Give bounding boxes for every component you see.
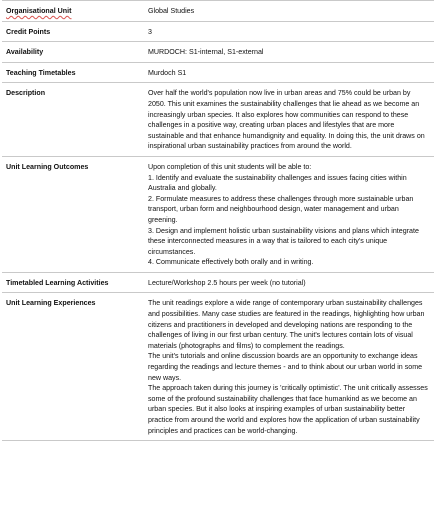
outcomes-intro: Upon completion of this unit students will be able to: — [148, 162, 312, 171]
outcome-item: 1. Identify and evaluate the sustainability challenges and issues facing cities within Australia and globally. — [148, 173, 407, 193]
row-label: Availability — [2, 42, 144, 63]
row-value: 3 — [144, 21, 434, 42]
row-label: Unit Learning Outcomes — [2, 156, 144, 272]
unit-details-table — [2, 0, 434, 441]
table-row — [2, 272, 434, 293]
table-row — [2, 293, 434, 441]
row-value: MURDOCH: S1-internal, S1-external — [144, 42, 434, 63]
row-value: Global Studies — [144, 1, 434, 22]
table-row — [2, 1, 434, 22]
table-row — [2, 21, 434, 42]
row-label — [2, 1, 144, 22]
outcome-item: 4. Communicate effectively both orally and in writing. — [148, 258, 314, 267]
outcome-item: 3. Design and implement holistic urban sustainability visions and plans which integrate these interconnected measures in a way that is tailored to each city's unique circumstances. — [148, 226, 419, 256]
table-row — [2, 156, 434, 272]
row-value: Over half the world's population now live in urban areas and 75% could be urban by 2050. This unit examines the sustainability challenges that lie ahead as we become an increasingly urban species. It also explores how communities can respond to these challenges in a positive way, creating urban places and lifestyles that are more sustainable and that enhance humandignity and equality. In doing this, the unit draws on inspirational urban sustainability practices from around the world. — [144, 83, 434, 157]
row-value: Lecture/Workshop 2.5 hours per week (no tutorial) — [144, 272, 434, 293]
experience-paragraph: The unit readings explore a wide range of contemporary urban sustainability challenges and possibilities. Many case studies are featured in the readings, highlighting how urban citizens and practitioners in developed and developing nations are responding to the challenges of living in our first urban century. The unit's lectures contain lots of visual materials (photographs and films) to complement the readings. — [148, 299, 425, 350]
row-label: Teaching Timetables — [2, 62, 144, 83]
table-row — [2, 62, 434, 83]
experience-paragraph: The unit's tutorials and online discussion boards are an opportunity to exchange ideas regarding the readings and lecture themes - and to think about our urban world in some new ways. — [148, 352, 423, 382]
table-row — [2, 83, 434, 157]
row-label: Credit Points — [2, 21, 144, 42]
row-label: Description — [2, 83, 144, 157]
organisational-unit-label: Organisational Unit — [6, 7, 72, 15]
experience-paragraph: The approach taken during this journey is 'critically optimistic'. The unit critically assesses some of the profound sustainability challenges that face humankind as we become an urban species. But it also looks at inspiring examples of urban sustainability better practice from around the world and explores how the application of urban sustainability principles and practices can be world-changing. — [148, 384, 428, 435]
row-value — [144, 293, 434, 441]
row-value — [144, 156, 434, 272]
outcome-item: 2. Formulate measures to address these challenges through more sustainable urban transport, urban form and neighbourhood design, water management and urban greening. — [148, 194, 414, 224]
row-value: Murdoch S1 — [144, 62, 434, 83]
row-label: Timetabled Learning Activities — [2, 272, 144, 293]
row-label: Unit Learning Experiences — [2, 293, 144, 441]
table-row — [2, 42, 434, 63]
